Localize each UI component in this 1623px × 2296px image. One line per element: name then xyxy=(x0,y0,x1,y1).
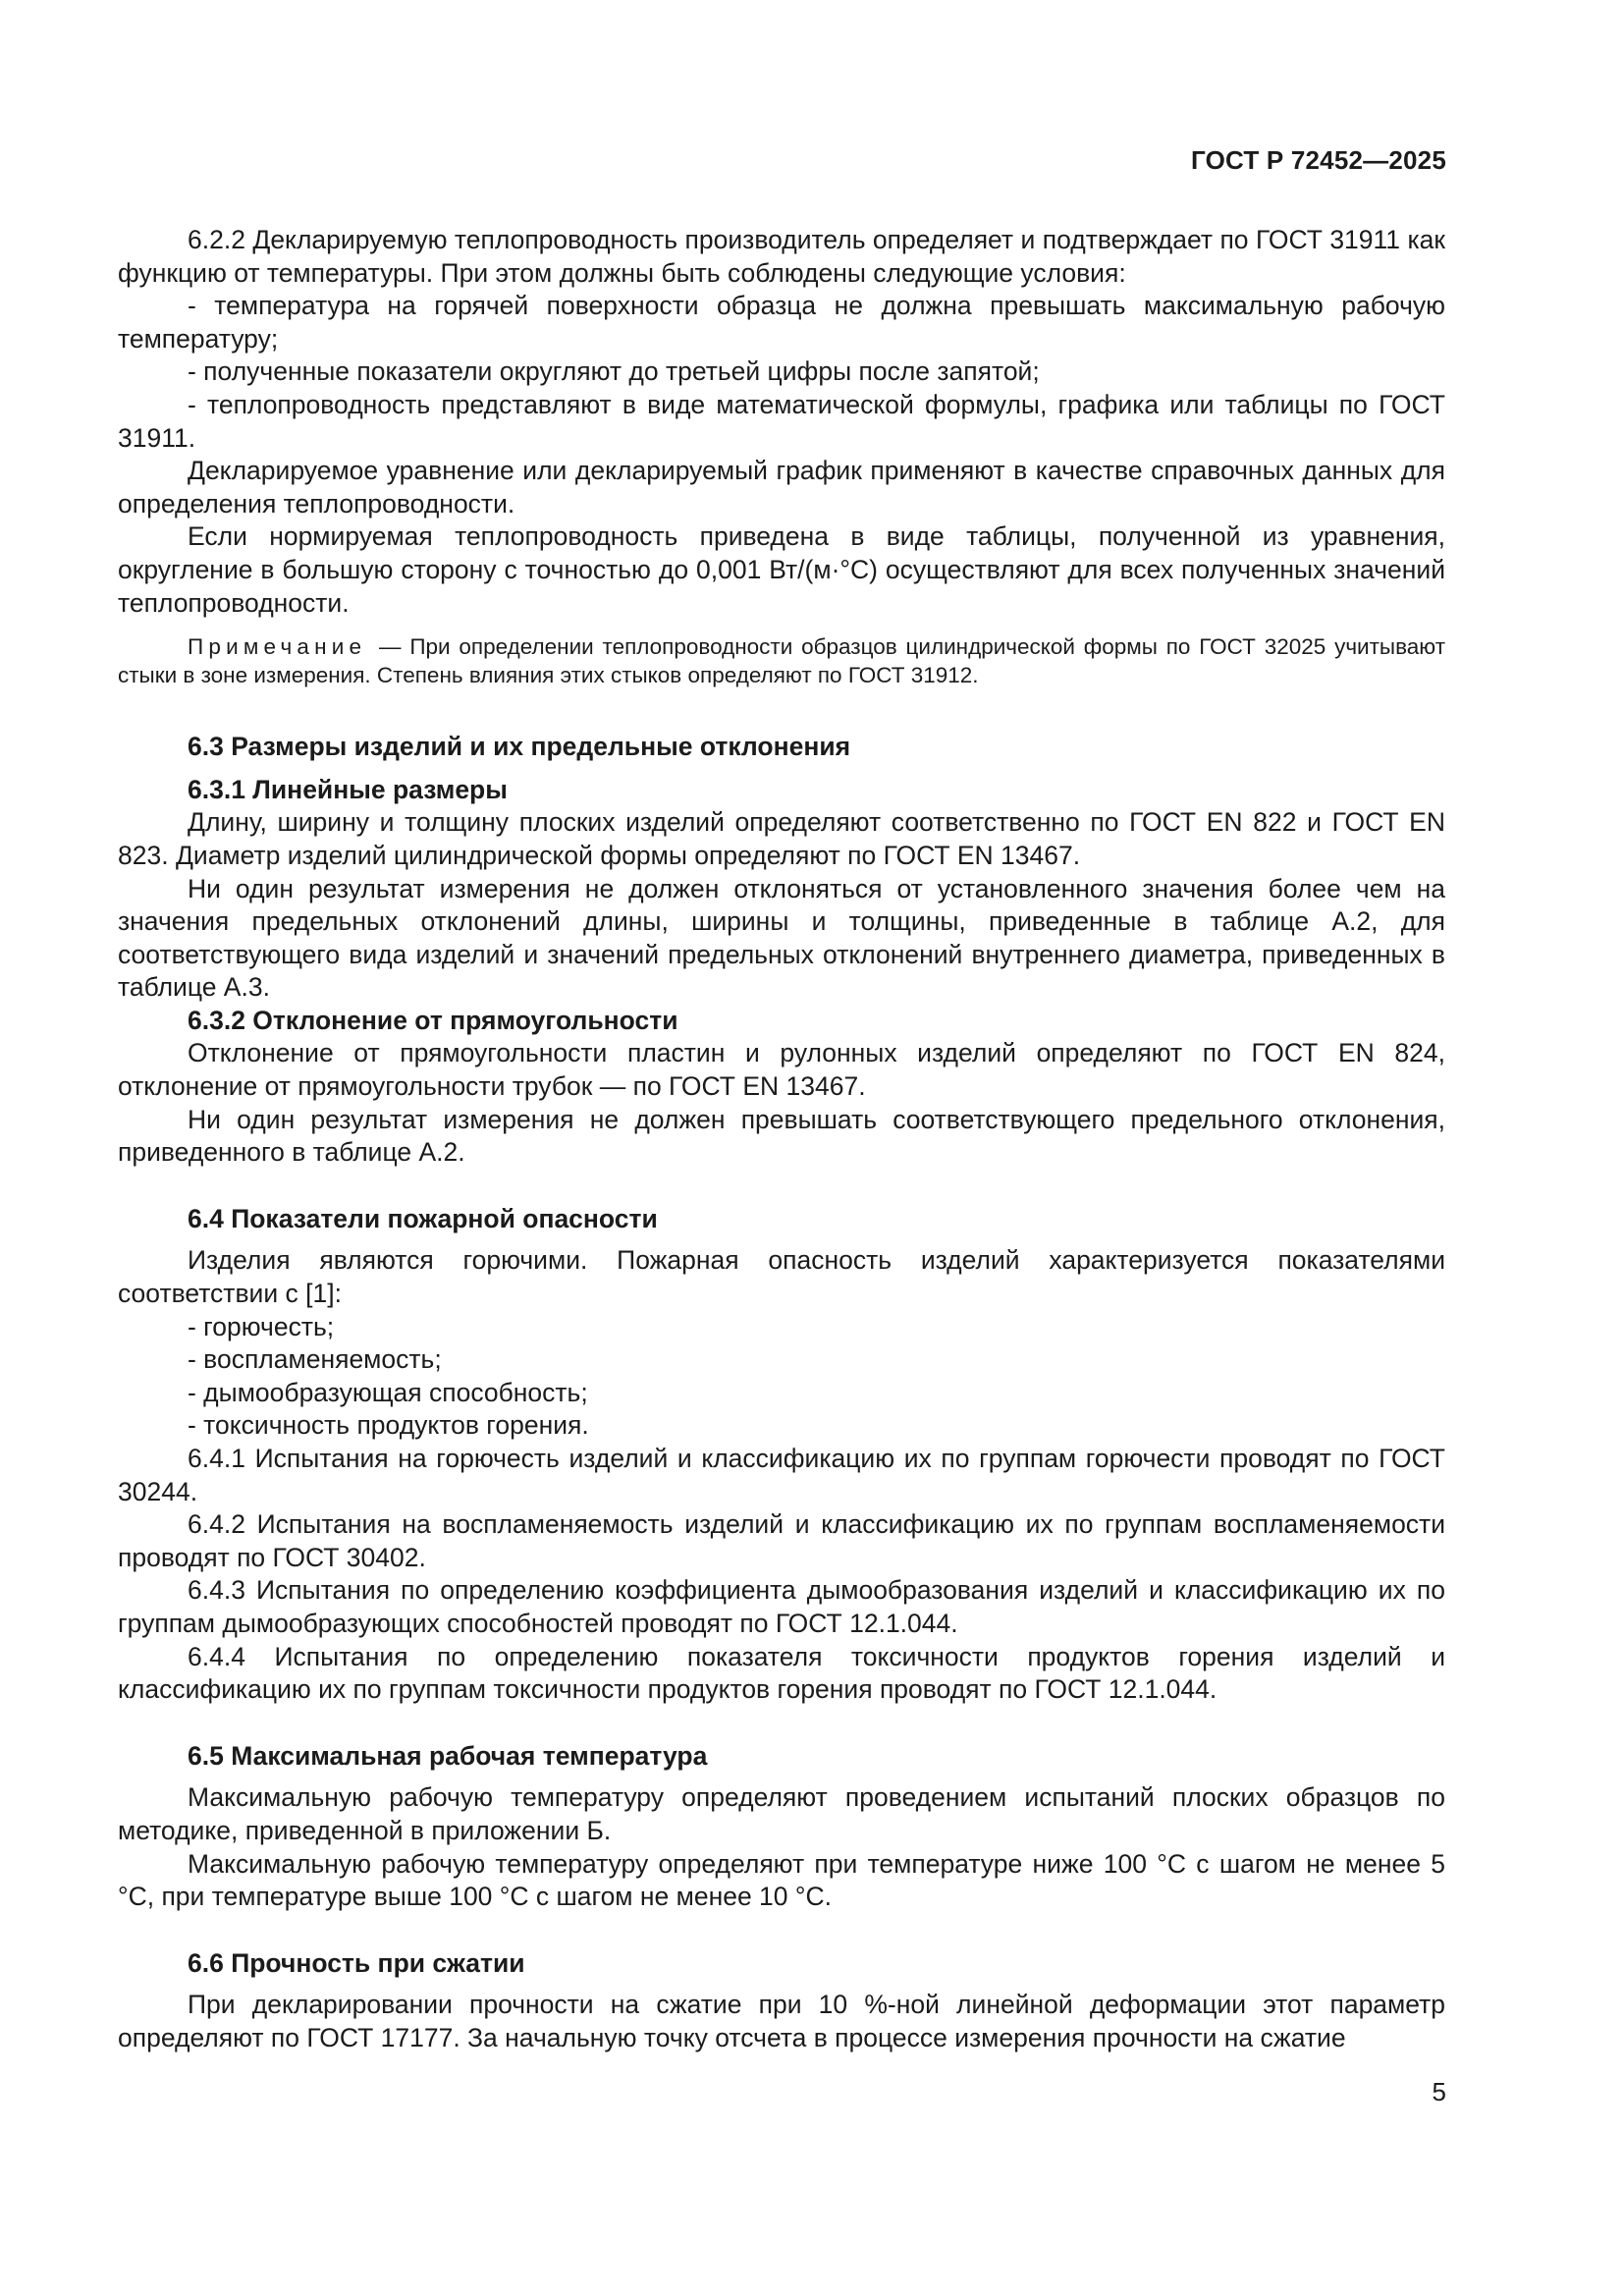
paragraph: При декларировании прочности на сжатие при 10 %-ной линейной деформации этот параметр определяют по ГОСТ 17177. За начальную точку отсчета в процессе измерения прочности на сжатие xyxy=(118,1990,1445,2052)
paragraph: Максимальную рабочую температуру определяют проведением испытаний плоских образцов по методике, приведенной в приложении Б. xyxy=(118,1782,1445,1845)
list-item: - дымообразующая способность; xyxy=(188,1377,588,1407)
paragraph: Ни один результат измерения не должен отклоняться от установленного значения более чем на значения предельных отклонений длины, ширины и толщины, приведенные в таблице А.2, для соответствующего вида изделий и значений предельных отклонений внутреннего диаметра, приведенных в таблице А.3. xyxy=(118,873,1445,1003)
paragraph-6-2-2: 6.2.2 Декларируемую теплопроводность производитель определяет и подтверждает по ГОСТ 31911 как функцию от температуры. При этом должны быть соблюдены следующие условия: xyxy=(118,225,1445,288)
paragraph: Если нормируемая теплопроводность приведена в виде таблицы, полученной из уравнения, округление в большую сторону с точностью до 0,001 Вт/(м·°С) осуществляют для всех полученных значений теплопроводности. xyxy=(118,521,1445,618)
paragraph: Ни один результат измерения не должен превышать соответствующего предельного отклонения, приведенного в таблице А.2. xyxy=(118,1104,1445,1168)
list-item: - горючесть; xyxy=(188,1311,335,1341)
paragraph-6-4-2: 6.4.2 Испытания на воспламеняемость изделий и классификацию их по группам воспламеняемости проводят по ГОСТ 30402. xyxy=(118,1509,1445,1572)
list-item: - воспламеняемость; xyxy=(188,1344,442,1375)
list-item: - температура на горячей поверхности образца не должна превышать максимальную рабочую температуру; xyxy=(118,291,1445,354)
paragraph: Изделия являются горючими. Пожарная опасность изделий характеризуется показателями соответствии с [1]: xyxy=(118,1245,1445,1309)
paragraph-6-4-4: 6.4.4 Испытания по определению показателя токсичности продуктов горения изделий и классификацию их по группам токсичности продуктов горения проводят по ГОСТ 12.1.044. xyxy=(118,1641,1445,1705)
page-body xyxy=(118,224,1445,2055)
list-item: - токсичность продуктов горения. xyxy=(188,1410,589,1441)
paragraph: Максимальную рабочую температуру определяют при температуре ниже 100 °С с шагом не менее 5 °С, при температуре выше 100 °С с шагом не менее 10 °С. xyxy=(118,1848,1445,1912)
note xyxy=(118,633,1445,689)
paragraph: Отклонение от прямоугольности пластин и рулонных изделий определяют по ГОСТ EN 824, отклонение от прямоугольности трубок — по ГОСТ EN 13467. xyxy=(118,1038,1445,1102)
note-text: — При определении теплопроводности образцов цилиндрической формы по ГОСТ 32025 учитывают стыки в зоне измерения. Степень влияния этих стыков определяют по ГОСТ 31912. xyxy=(118,634,1445,687)
paragraph-6-4-3: 6.4.3 Испытания по определению коэффициента дымообразования изделий и классификацию их по группам дымообразующих способностей проводят по ГОСТ 12.1.044. xyxy=(118,1575,1445,1638)
document-header: ГОСТ Р 72452—2025 xyxy=(1191,145,1446,175)
page-number: 5 xyxy=(1432,2077,1446,2106)
section-heading-6-5: 6.5 Максимальная рабочая температура xyxy=(188,1740,708,1771)
paragraph: Длину, ширину и толщину плоских изделий определяют соответственно по ГОСТ EN 822 и ГОСТ EN 823. Диаметр изделий цилиндрической формы определяют по ГОСТ EN 13467. xyxy=(118,807,1445,870)
section-heading-6-6: 6.6 Прочность при сжатии xyxy=(188,1947,525,1978)
subsection-heading-6-3-1: 6.3.1 Линейные размеры xyxy=(188,774,508,804)
list-item: - полученные показатели округляют до третьей цифры после запятой; xyxy=(188,356,1040,387)
list-item: - теплопроводность представляют в виде математической формулы, графика или таблицы по ГОСТ 31911. xyxy=(118,389,1445,453)
note-label: Примечание xyxy=(188,634,367,660)
section-heading-6-3: 6.3 Размеры изделий и их предельные отклонения xyxy=(188,732,851,762)
section-heading-6-4: 6.4 Показатели пожарной опасности xyxy=(188,1203,658,1233)
paragraph: Декларируемое уравнение или декларируемый график применяют в качестве справочных данных для определения теплопроводности. xyxy=(118,456,1445,519)
subsection-heading-6-3-2: 6.3.2 Отклонение от прямоугольности xyxy=(188,1005,678,1035)
paragraph-6-4-1: 6.4.1 Испытания на горючесть изделий и классификацию их по группам горючести проводят по ГОСТ 30244. xyxy=(118,1444,1445,1506)
